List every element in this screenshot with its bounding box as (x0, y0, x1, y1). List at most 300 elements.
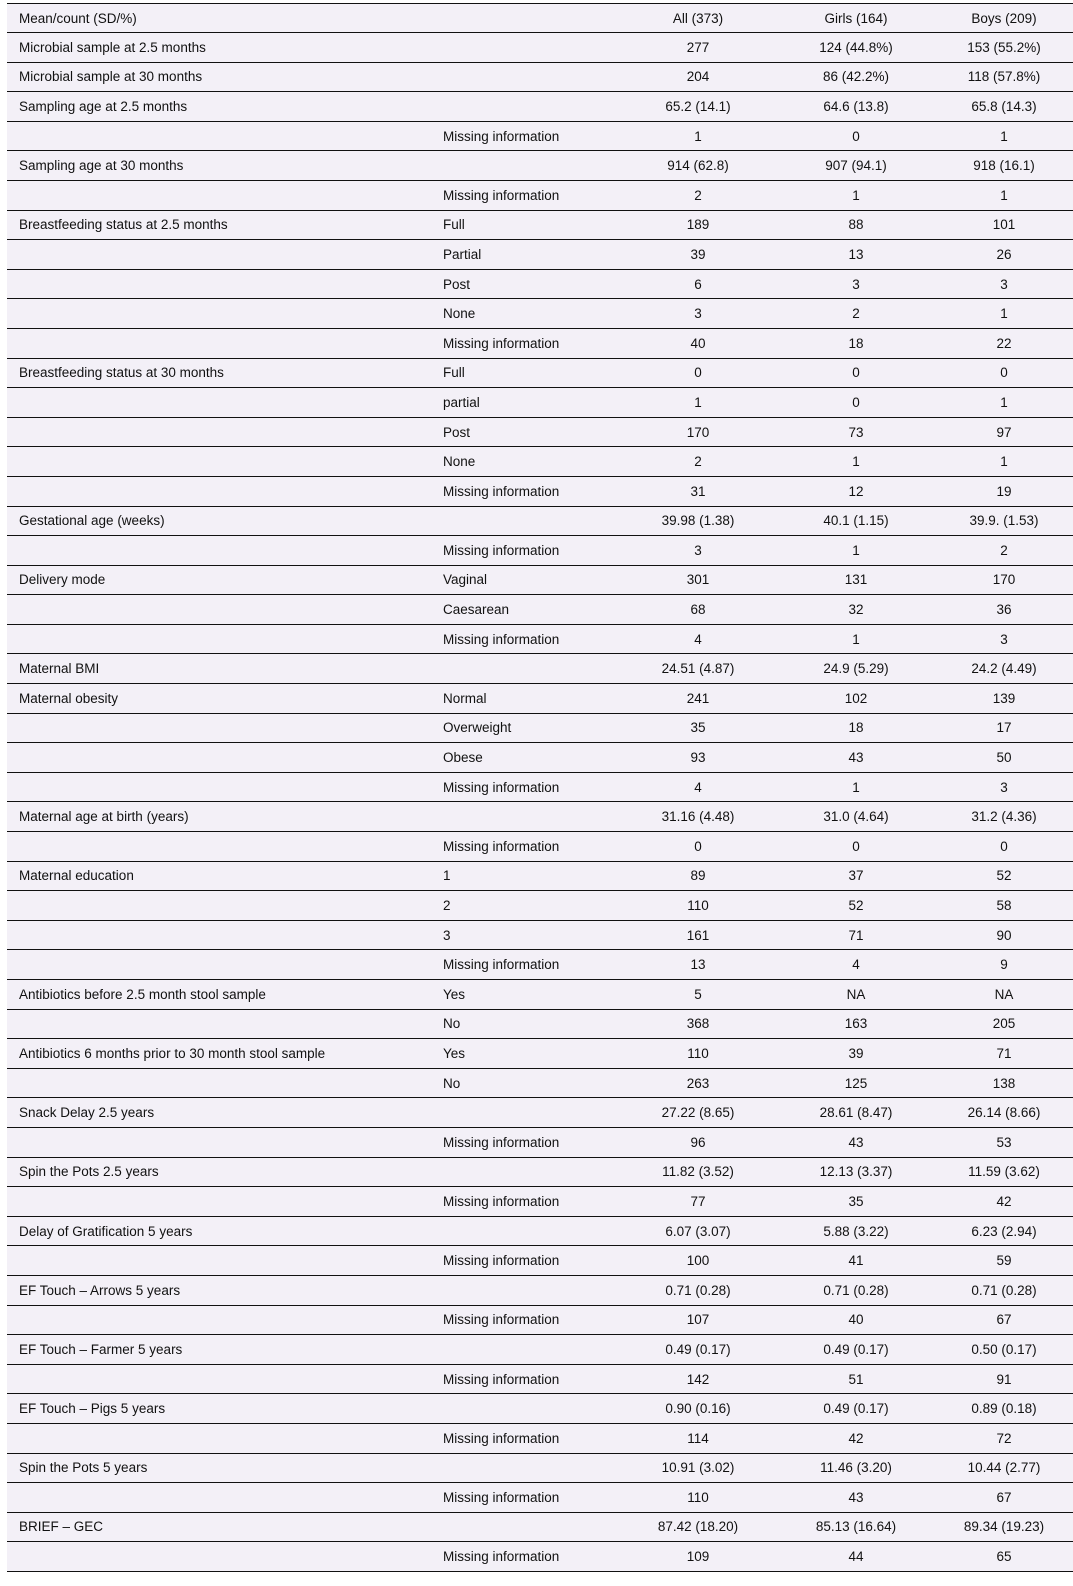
cell-variable: Microbial sample at 30 months (7, 62, 431, 92)
cell-variable: Sampling age at 2.5 months (7, 92, 431, 122)
cell-all: 35 (619, 713, 777, 743)
cell-all: 0 (619, 832, 777, 862)
cell-all: 6.07 (3.07) (619, 1216, 777, 1246)
cell-girls: 0 (777, 121, 935, 151)
cell-all: 87.42 (18.20) (619, 1512, 777, 1542)
header-row (7, 4, 1073, 33)
cell-variable (7, 1246, 431, 1276)
table-row (7, 1542, 1073, 1572)
table-row (7, 269, 1073, 299)
cell-category: Overweight (431, 713, 619, 743)
cell-category: Vaginal (431, 565, 619, 595)
cell-category: None (431, 299, 619, 329)
cell-girls: 11.46 (3.20) (777, 1453, 935, 1483)
cell-category: Missing information (431, 180, 619, 210)
table-row (7, 565, 1073, 595)
cell-boys: 138 (935, 1068, 1073, 1098)
cell-category: Post (431, 269, 619, 299)
cell-variable (7, 1483, 431, 1513)
cell-category (431, 802, 619, 832)
cell-boys: 139 (935, 684, 1073, 714)
cell-variable: Sampling age at 30 months (7, 151, 431, 181)
table-row (7, 1364, 1073, 1394)
cell-category: Missing information (431, 624, 619, 654)
cell-boys: 72 (935, 1423, 1073, 1453)
header-variable: Mean/count (SD/%) (7, 4, 431, 33)
cell-boys: 91 (935, 1364, 1073, 1394)
cell-category: Missing information (431, 1364, 619, 1394)
cell-girls: 131 (777, 565, 935, 595)
cell-boys: 0 (935, 358, 1073, 388)
cell-all: 100 (619, 1246, 777, 1276)
cell-boys: 0.71 (0.28) (935, 1275, 1073, 1305)
cell-category (431, 1335, 619, 1365)
cell-variable (7, 299, 431, 329)
cell-category (431, 506, 619, 536)
cell-boys: 22 (935, 328, 1073, 358)
cell-boys: 42 (935, 1187, 1073, 1217)
cell-girls: 12.13 (3.37) (777, 1157, 935, 1187)
table-row (7, 1483, 1073, 1513)
cell-variable (7, 240, 431, 270)
cell-girls: 2 (777, 299, 935, 329)
cell-variable (7, 743, 431, 773)
cell-girls: 163 (777, 1009, 935, 1039)
cell-all: 301 (619, 565, 777, 595)
cell-variable (7, 624, 431, 654)
cell-category (431, 1394, 619, 1424)
cell-category: Post (431, 417, 619, 447)
cell-variable (7, 772, 431, 802)
cell-variable (7, 536, 431, 566)
cell-boys: 90 (935, 920, 1073, 950)
cell-boys: 67 (935, 1305, 1073, 1335)
cell-variable (7, 180, 431, 210)
cell-boys: 36 (935, 595, 1073, 625)
cell-variable (7, 476, 431, 506)
header-girls: Girls (164) (777, 4, 935, 33)
table-row (7, 358, 1073, 388)
cell-boys: 9 (935, 950, 1073, 980)
cell-boys: 6.23 (2.94) (935, 1216, 1073, 1246)
cell-category: Full (431, 210, 619, 240)
table-row (7, 1009, 1073, 1039)
cell-all: 0.71 (0.28) (619, 1275, 777, 1305)
table-row (7, 92, 1073, 122)
table-row (7, 328, 1073, 358)
cell-girls: 125 (777, 1068, 935, 1098)
cell-variable: Microbial sample at 2.5 months (7, 33, 431, 63)
cell-girls: 0 (777, 388, 935, 418)
cell-all: 68 (619, 595, 777, 625)
cell-variable: Gestational age (weeks) (7, 506, 431, 536)
table-row (7, 624, 1073, 654)
table-row (7, 1127, 1073, 1157)
cell-variable: EF Touch – Arrows 5 years (7, 1275, 431, 1305)
cell-girls: 18 (777, 713, 935, 743)
table-row (7, 1157, 1073, 1187)
table-row (7, 62, 1073, 92)
cell-variable (7, 1009, 431, 1039)
cell-girls: 41 (777, 1246, 935, 1276)
cell-category: 1 (431, 861, 619, 891)
header-all: All (373) (619, 4, 777, 33)
table-row (7, 713, 1073, 743)
cell-category (431, 1216, 619, 1246)
cell-boys: 0.50 (0.17) (935, 1335, 1073, 1365)
cell-variable (7, 832, 431, 862)
cell-all: 110 (619, 1039, 777, 1069)
cell-girls: 124 (44.8%) (777, 33, 935, 63)
cell-category (431, 1098, 619, 1128)
cell-girls: 44 (777, 1542, 935, 1572)
cell-variable (7, 713, 431, 743)
cell-girls: 85.13 (16.64) (777, 1512, 935, 1542)
cell-all: 4 (619, 772, 777, 802)
cell-boys: 10.44 (2.77) (935, 1453, 1073, 1483)
cell-category (431, 1157, 619, 1187)
cell-variable (7, 1542, 431, 1572)
cell-variable (7, 417, 431, 447)
cell-all: 142 (619, 1364, 777, 1394)
cell-variable: Spin the Pots 2.5 years (7, 1157, 431, 1187)
table-row (7, 1246, 1073, 1276)
cell-girls: 51 (777, 1364, 935, 1394)
cell-all: 39 (619, 240, 777, 270)
table-row (7, 1039, 1073, 1069)
cell-variable (7, 950, 431, 980)
cell-boys: 118 (57.8%) (935, 62, 1073, 92)
cell-girls: 35 (777, 1187, 935, 1217)
cell-all: 368 (619, 1009, 777, 1039)
cell-boys: 1 (935, 121, 1073, 151)
cell-girls: 0.49 (0.17) (777, 1394, 935, 1424)
cell-boys: 205 (935, 1009, 1073, 1039)
cell-girls: 73 (777, 417, 935, 447)
cell-variable (7, 121, 431, 151)
table-header (7, 4, 1073, 33)
cell-boys: 52 (935, 861, 1073, 891)
cell-category: Normal (431, 684, 619, 714)
cell-category: No (431, 1068, 619, 1098)
cell-girls: 31.0 (4.64) (777, 802, 935, 832)
cell-boys: 26.14 (8.66) (935, 1098, 1073, 1128)
cell-all: 93 (619, 743, 777, 773)
cell-girls: 42 (777, 1423, 935, 1453)
cell-boys: 65 (935, 1542, 1073, 1572)
cell-all: 3 (619, 536, 777, 566)
cell-category (431, 1275, 619, 1305)
cell-category: Yes (431, 1039, 619, 1069)
table-row (7, 240, 1073, 270)
table-row (7, 980, 1073, 1010)
cell-category (431, 92, 619, 122)
cell-all: 24.51 (4.87) (619, 654, 777, 684)
cell-all: 107 (619, 1305, 777, 1335)
cell-category (431, 1453, 619, 1483)
cell-all: 40 (619, 328, 777, 358)
cell-boys: 19 (935, 476, 1073, 506)
table-row (7, 1512, 1073, 1542)
descriptive-statistics-table (7, 3, 1073, 1572)
header-category (431, 4, 619, 33)
table-row (7, 1098, 1073, 1128)
cell-category: Caesarean (431, 595, 619, 625)
table-row (7, 1216, 1073, 1246)
cell-all: 31.16 (4.48) (619, 802, 777, 832)
cell-all: 39.98 (1.38) (619, 506, 777, 536)
cell-girls: 43 (777, 743, 935, 773)
cell-variable: BRIEF – GEC (7, 1512, 431, 1542)
cell-girls: 0.71 (0.28) (777, 1275, 935, 1305)
cell-boys: 3 (935, 624, 1073, 654)
cell-category: Missing information (431, 476, 619, 506)
cell-all: 114 (619, 1423, 777, 1453)
cell-category: Missing information (431, 536, 619, 566)
cell-category: Full (431, 358, 619, 388)
cell-all: 31 (619, 476, 777, 506)
cell-variable (7, 1068, 431, 1098)
cell-boys: 3 (935, 772, 1073, 802)
table-row (7, 388, 1073, 418)
cell-category: Missing information (431, 772, 619, 802)
cell-girls: 1 (777, 447, 935, 477)
cell-boys: 1 (935, 447, 1073, 477)
cell-boys: NA (935, 980, 1073, 1010)
cell-all: 204 (619, 62, 777, 92)
cell-category: Missing information (431, 328, 619, 358)
cell-variable: Antibiotics before 2.5 month stool sample (7, 980, 431, 1010)
cell-category: None (431, 447, 619, 477)
cell-all: 6 (619, 269, 777, 299)
cell-boys: 17 (935, 713, 1073, 743)
cell-boys: 31.2 (4.36) (935, 802, 1073, 832)
cell-variable (7, 328, 431, 358)
cell-variable: Breastfeeding status at 30 months (7, 358, 431, 388)
cell-girls: 24.9 (5.29) (777, 654, 935, 684)
cell-girls: 40 (777, 1305, 935, 1335)
cell-category (431, 151, 619, 181)
cell-variable (7, 891, 431, 921)
cell-girls: 1 (777, 624, 935, 654)
cell-girls: 1 (777, 772, 935, 802)
cell-all: 11.82 (3.52) (619, 1157, 777, 1187)
cell-variable (7, 1127, 431, 1157)
table-row (7, 595, 1073, 625)
cell-all: 27.22 (8.65) (619, 1098, 777, 1128)
cell-all: 89 (619, 861, 777, 891)
cell-variable: EF Touch – Pigs 5 years (7, 1394, 431, 1424)
cell-girls: 13 (777, 240, 935, 270)
cell-all: 189 (619, 210, 777, 240)
cell-boys: 39.9. (1.53) (935, 506, 1073, 536)
cell-girls: 18 (777, 328, 935, 358)
cell-category: Missing information (431, 1305, 619, 1335)
table-row (7, 1453, 1073, 1483)
cell-girls: 32 (777, 595, 935, 625)
cell-boys: 1 (935, 180, 1073, 210)
cell-all: 4 (619, 624, 777, 654)
cell-category: No (431, 1009, 619, 1039)
cell-variable (7, 269, 431, 299)
cell-variable: EF Touch – Farmer 5 years (7, 1335, 431, 1365)
table-row (7, 950, 1073, 980)
table-row (7, 1335, 1073, 1365)
cell-girls: 1 (777, 180, 935, 210)
cell-girls: 4 (777, 950, 935, 980)
cell-all: 170 (619, 417, 777, 447)
cell-category: Obese (431, 743, 619, 773)
cell-variable: Spin the Pots 5 years (7, 1453, 431, 1483)
cell-boys: 170 (935, 565, 1073, 595)
cell-category: 3 (431, 920, 619, 950)
cell-variable: Breastfeeding status at 2.5 months (7, 210, 431, 240)
table-row (7, 121, 1073, 151)
cell-all: 277 (619, 33, 777, 63)
cell-variable (7, 447, 431, 477)
cell-all: 0 (619, 358, 777, 388)
cell-girls: 43 (777, 1483, 935, 1513)
cell-boys: 58 (935, 891, 1073, 921)
cell-category (431, 33, 619, 63)
cell-girls: 5.88 (3.22) (777, 1216, 935, 1246)
table-row (7, 802, 1073, 832)
table-row (7, 861, 1073, 891)
cell-category (431, 62, 619, 92)
cell-variable (7, 595, 431, 625)
cell-girls: 71 (777, 920, 935, 950)
cell-category (431, 654, 619, 684)
cell-variable: Delay of Gratification 5 years (7, 1216, 431, 1246)
cell-girls: 88 (777, 210, 935, 240)
cell-category: Yes (431, 980, 619, 1010)
cell-category: Missing information (431, 1246, 619, 1276)
cell-girls: 40.1 (1.15) (777, 506, 935, 536)
cell-category: 2 (431, 891, 619, 921)
cell-variable (7, 1423, 431, 1453)
cell-boys: 89.34 (19.23) (935, 1512, 1073, 1542)
cell-boys: 0 (935, 832, 1073, 862)
cell-category: Missing information (431, 1187, 619, 1217)
cell-all: 96 (619, 1127, 777, 1157)
cell-boys: 1 (935, 299, 1073, 329)
cell-boys: 59 (935, 1246, 1073, 1276)
table-row (7, 151, 1073, 181)
cell-girls: 28.61 (8.47) (777, 1098, 935, 1128)
cell-girls: 0 (777, 358, 935, 388)
cell-category: Partial (431, 240, 619, 270)
table-row (7, 180, 1073, 210)
cell-all: 2 (619, 180, 777, 210)
cell-boys: 97 (935, 417, 1073, 447)
cell-all: 13 (619, 950, 777, 980)
cell-all: 2 (619, 447, 777, 477)
cell-all: 0.90 (0.16) (619, 1394, 777, 1424)
cell-boys: 50 (935, 743, 1073, 773)
cell-girls: 0 (777, 832, 935, 862)
cell-boys: 101 (935, 210, 1073, 240)
cell-boys: 918 (16.1) (935, 151, 1073, 181)
cell-boys: 1 (935, 388, 1073, 418)
cell-all: 241 (619, 684, 777, 714)
cell-all: 109 (619, 1542, 777, 1572)
cell-variable (7, 388, 431, 418)
table-row (7, 1423, 1073, 1453)
descriptive-statistics-table-container (7, 3, 1073, 1572)
cell-variable: Maternal education (7, 861, 431, 891)
cell-girls: 86 (42.2%) (777, 62, 935, 92)
cell-all: 110 (619, 891, 777, 921)
cell-boys: 153 (55.2%) (935, 33, 1073, 63)
cell-boys: 2 (935, 536, 1073, 566)
table-row (7, 743, 1073, 773)
cell-girls: 43 (777, 1127, 935, 1157)
cell-girls: 102 (777, 684, 935, 714)
table-row (7, 447, 1073, 477)
cell-variable (7, 1364, 431, 1394)
cell-category: Missing information (431, 1542, 619, 1572)
cell-category: Missing information (431, 950, 619, 980)
cell-boys: 67 (935, 1483, 1073, 1513)
table-row (7, 210, 1073, 240)
table-row (7, 1305, 1073, 1335)
table-row (7, 1068, 1073, 1098)
cell-variable (7, 920, 431, 950)
cell-girls: 3 (777, 269, 935, 299)
table-row (7, 772, 1073, 802)
cell-variable: Maternal age at birth (years) (7, 802, 431, 832)
cell-variable: Delivery mode (7, 565, 431, 595)
cell-all: 110 (619, 1483, 777, 1513)
cell-girls: NA (777, 980, 935, 1010)
cell-variable: Maternal BMI (7, 654, 431, 684)
cell-all: 914 (62.8) (619, 151, 777, 181)
cell-girls: 0.49 (0.17) (777, 1335, 935, 1365)
table-row (7, 920, 1073, 950)
cell-category: Missing information (431, 1483, 619, 1513)
table-row (7, 1187, 1073, 1217)
table-row (7, 299, 1073, 329)
cell-girls: 907 (94.1) (777, 151, 935, 181)
cell-all: 65.2 (14.1) (619, 92, 777, 122)
cell-boys: 71 (935, 1039, 1073, 1069)
cell-variable: Antibiotics 6 months prior to 30 month stool sample (7, 1039, 431, 1069)
table-row (7, 536, 1073, 566)
cell-girls: 64.6 (13.8) (777, 92, 935, 122)
cell-category: partial (431, 388, 619, 418)
cell-boys: 65.8 (14.3) (935, 92, 1073, 122)
table-row (7, 33, 1073, 63)
cell-all: 10.91 (3.02) (619, 1453, 777, 1483)
table-body (7, 33, 1073, 1572)
cell-all: 5 (619, 980, 777, 1010)
cell-boys: 0.89 (0.18) (935, 1394, 1073, 1424)
cell-category: Missing information (431, 1127, 619, 1157)
cell-boys: 53 (935, 1127, 1073, 1157)
cell-girls: 12 (777, 476, 935, 506)
header-boys: Boys (209) (935, 4, 1073, 33)
cell-girls: 37 (777, 861, 935, 891)
cell-category (431, 1512, 619, 1542)
cell-boys: 11.59 (3.62) (935, 1157, 1073, 1187)
cell-category: Missing information (431, 832, 619, 862)
cell-boys: 26 (935, 240, 1073, 270)
table-row (7, 1275, 1073, 1305)
cell-category: Missing information (431, 1423, 619, 1453)
cell-all: 263 (619, 1068, 777, 1098)
table-row (7, 891, 1073, 921)
cell-all: 1 (619, 121, 777, 151)
